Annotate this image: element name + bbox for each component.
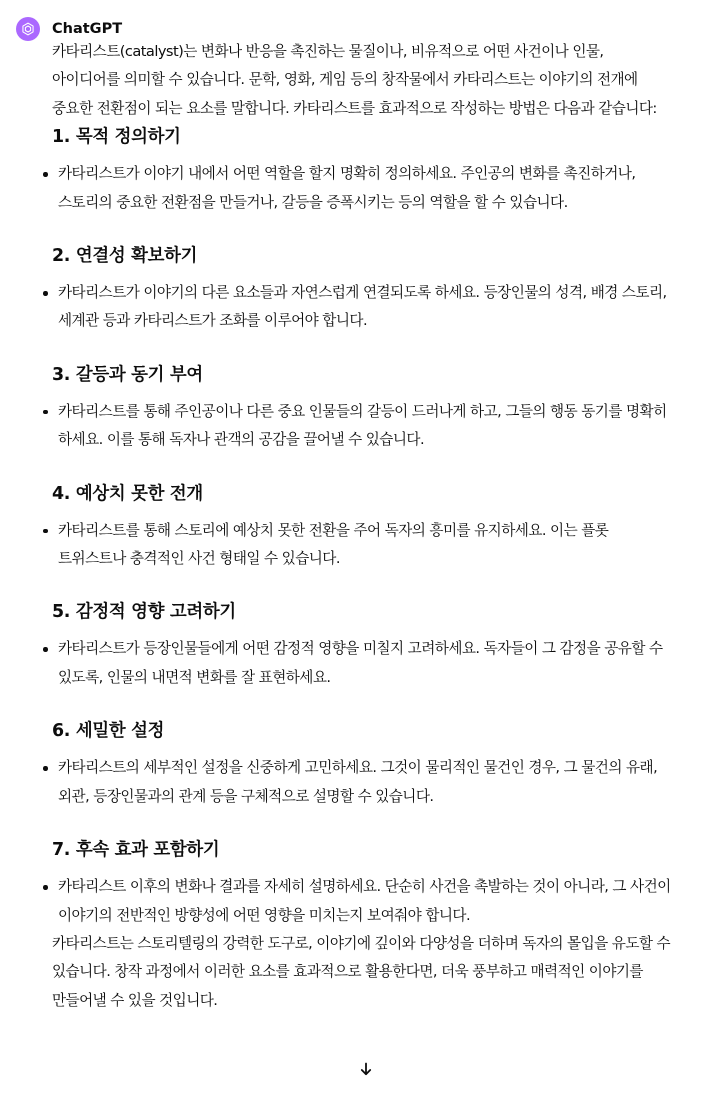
bullet-dot [43, 410, 48, 415]
section-title: 7. 후속 효과 포함하기 [52, 840, 220, 861]
section-1 [52, 123, 672, 217]
list-item [51, 635, 672, 692]
bullet-text: 카타리스트의 세부적인 설정을 신중하게 고민하세요. 그것이 물리적인 물건인 경우, 그 물건의 유래, 외관, 등장인물과의 관계 등을 구체적으로 설명할 수 있습니다. [58, 759, 658, 805]
message-content [52, 38, 672, 1015]
bullet-text: 카타리스트가 등장인물들에게 어떤 감정적 영향을 미칠지 고려하세요. 독자들이 그 감정을 공유할 수 있도록, 인물의 내면적 변화를 잘 표현하세요. [58, 640, 663, 686]
conclusion-paragraph: 카타리스트는 스토리텔링의 강력한 도구로, 이야기에 깊이와 다양성을 더하며 독자의 몰입을 유도할 수 있습니다. 창작 과정에서 이러한 요소를 효과적으로 활용한다면, 더욱 풍부하고 매력적인 이야기를 만들어낼 수 있을 것입니다. [52, 934, 671, 1009]
list-item [51, 754, 672, 811]
section-5 [52, 598, 672, 692]
bullet-list [52, 517, 672, 574]
section-title: 2. 연결성 확보하기 [52, 246, 198, 267]
bullet-text: 카타리스트 이후의 변화나 결과를 자세히 설명하세요. 단순히 사건을 촉발하는 것이 아니라, 그 사건이 이야기의 전반적인 방향성에 어떤 영향을 미치는지 보여줘야 합니다. [58, 878, 671, 924]
bullet-dot [43, 885, 48, 890]
section-4 [52, 480, 672, 574]
bullet-dot [43, 291, 48, 296]
section-7 [52, 836, 672, 930]
section-title: 3. 갈등과 동기 부여 [52, 364, 203, 385]
bullet-dot [43, 647, 48, 652]
section-title: 1. 목적 정의하기 [52, 127, 181, 148]
openai-logo-icon [16, 17, 40, 41]
arrow-down-icon [358, 1061, 374, 1077]
section-6 [52, 717, 672, 811]
bullet-list [52, 635, 672, 692]
bullet-dot [43, 766, 48, 771]
intro-paragraph: 카타리스트(catalyst)는 변화나 반응을 촉진하는 물질이나, 비유적으로 어떤 사건이나 인물, 아이디어를 의미할 수 있습니다. 문학, 영화, 게임 등의 창작물에서 카타리스트는 이야기의 전개에 중요한 전환점이 되는 요소를 말합니다. 카타리스트를 효과적으로 작성하는 방법은 다음과 같습니다: [52, 43, 657, 117]
list-item [51, 517, 672, 574]
section-title: 5. 감정적 영향 고려하기 [52, 602, 236, 623]
bullet-text: 카타리스트가 이야기 내에서 어떤 역할을 할지 명확히 정의하세요. 주인공의 변화를 촉진하거나, 스토리의 중요한 전환점을 만들거나, 갈등을 증폭시키는 등의 역할을 할 수 있습니다. [58, 165, 636, 211]
bullet-list [52, 160, 672, 217]
list-item [51, 398, 672, 455]
bullet-dot [43, 529, 48, 534]
list-item [51, 279, 672, 336]
bullet-list [52, 279, 672, 336]
bullet-list [52, 398, 672, 455]
list-item [51, 873, 672, 930]
bullet-dot [43, 172, 48, 177]
bullet-text: 카타리스트를 통해 스토리에 예상치 못한 전환을 주어 독자의 흥미를 유지하세요. 이는 플롯 트위스트나 충격적인 사건 형태일 수 있습니다. [58, 521, 609, 568]
section-title: 6. 세밀한 설정 [52, 721, 165, 742]
section-2 [52, 242, 672, 336]
scroll-to-bottom-button[interactable] [352, 1055, 380, 1083]
list-item [51, 160, 672, 217]
message-author: ChatGPT [52, 21, 123, 37]
bullet-list [52, 873, 672, 930]
section-3 [52, 361, 672, 455]
section-title: 4. 예상치 못한 전개 [52, 483, 203, 504]
bullet-text: 카타리스트를 통해 주인공이나 다른 중요 인물들의 갈등이 드러나게 하고, 그들의 행동 동기를 명확히 하세요. 이를 통해 독자나 관객의 공감을 끌어낼 수 있습니다. [58, 402, 667, 449]
bullet-text: 카타리스트가 이야기의 다른 요소들과 자연스럽게 연결되도록 하세요. 등장인물의 성격, 배경 스토리, 세계관 등과 카타리스트가 조화를 이루어야 합니다. [58, 284, 667, 330]
bullet-list [52, 754, 672, 811]
